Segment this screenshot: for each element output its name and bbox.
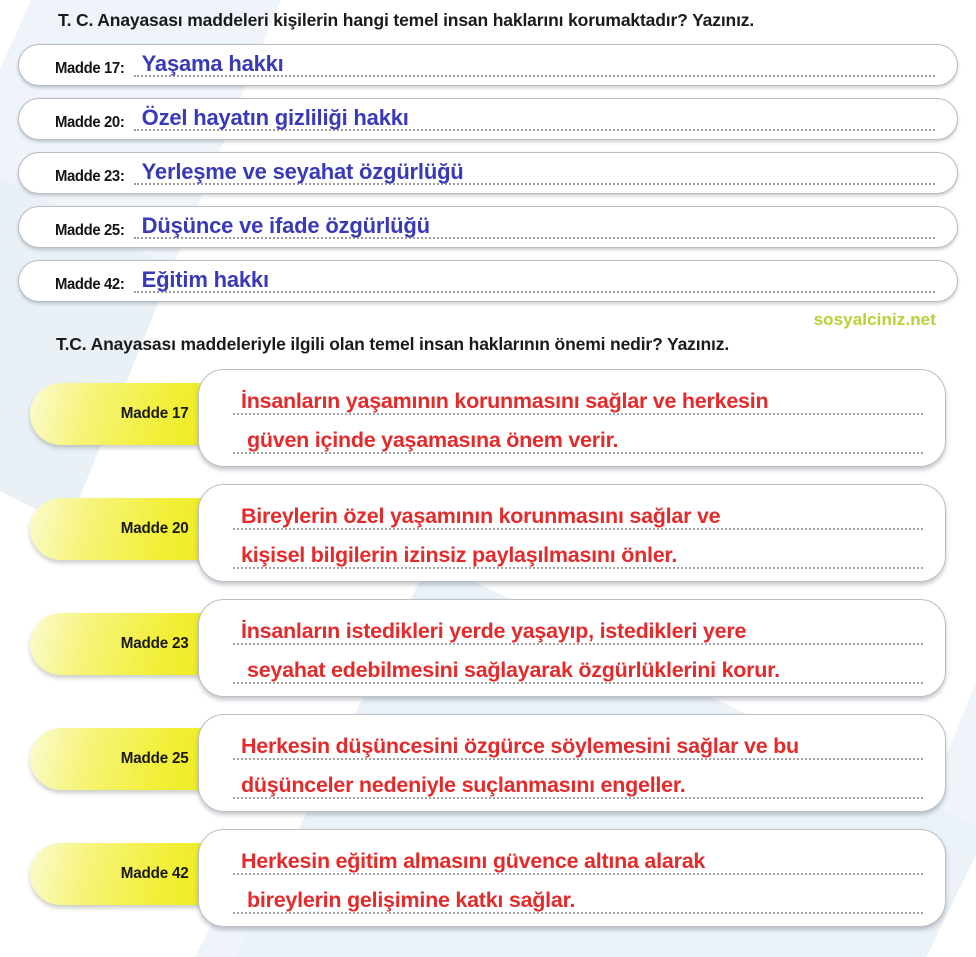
writing-line[interactable] [233, 418, 923, 457]
writing-line[interactable] [233, 878, 923, 917]
answer-card[interactable] [18, 599, 958, 697]
answer-row[interactable] [18, 44, 958, 86]
answer-row[interactable] [18, 98, 958, 140]
answer-text-line: İnsanların yaşamının korunmasını sağlar ve herkesin [241, 388, 769, 413]
answer-text: Yaşama hakkı [141, 51, 284, 76]
answer-text-line: Herkesin düşüncesini özgürce söylemesini sağlar ve bu [241, 733, 799, 758]
writing-line[interactable] [233, 494, 923, 533]
writing-line[interactable] [233, 379, 923, 418]
article-tab-label: Madde 42 [121, 865, 189, 882]
writing-line[interactable] [233, 724, 923, 763]
writing-line[interactable] [233, 648, 923, 687]
dotted-writing-line [233, 758, 923, 760]
article-tab-label: Madde 20 [121, 520, 189, 537]
question-one-text: T. C. Anayasası maddeleri kişilerin hangi temel insan haklarını korumaktadır? Yazınız. [58, 10, 755, 30]
dotted-writing-line [233, 643, 923, 645]
dotted-writing-line [233, 413, 923, 415]
dotted-writing-line [233, 682, 923, 684]
answer-row[interactable] [18, 260, 958, 302]
writing-line[interactable] [233, 609, 923, 648]
article-tab-label: Madde 23 [121, 635, 189, 652]
dotted-writing-line [233, 567, 923, 569]
writing-line[interactable] [233, 533, 923, 572]
article-label: Madde 23: [55, 168, 125, 185]
dotted-writing-line [233, 797, 923, 799]
article-label: Madde 17: [55, 60, 125, 77]
article-label: Madde 25: [55, 222, 125, 239]
answer-card-body[interactable] [198, 829, 946, 927]
answer-field[interactable] [134, 209, 935, 243]
writing-line[interactable] [233, 839, 923, 878]
answer-row[interactable] [18, 152, 958, 194]
answer-card[interactable] [18, 714, 958, 812]
answer-row[interactable] [18, 206, 958, 248]
answer-card-body[interactable] [198, 599, 946, 697]
answer-text-line: bireylerin gelişimine katkı sağlar. [247, 887, 576, 912]
answer-text-line: kişisel bilgilerin izinsiz paylaşılmasını önler. [241, 542, 678, 567]
article-tab-label: Madde 25 [121, 750, 189, 767]
section-one-answer-list [18, 44, 958, 302]
answer-card[interactable] [18, 369, 958, 467]
article-tab-label: Madde 17 [121, 405, 189, 422]
answer-card[interactable] [18, 829, 958, 927]
answer-text: Eğitim hakkı [141, 267, 269, 292]
dotted-writing-line [233, 873, 923, 875]
answer-text-line: güven içinde yaşamasına önem verir. [247, 427, 619, 452]
answer-field[interactable] [134, 47, 935, 81]
answer-field[interactable] [134, 263, 935, 297]
answer-text: Yerleşme ve seyahat özgürlüğü [141, 159, 464, 184]
answer-text: Düşünce ve ifade özgürlüğü [141, 213, 430, 238]
article-label: Madde 20: [55, 114, 125, 131]
answer-text-line: düşünceler nedeniyle suçlanmasını engeller. [241, 772, 686, 797]
answer-text-line: Bireylerin özel yaşamının korunmasını sağlar ve [241, 503, 721, 528]
dotted-writing-line [233, 912, 923, 914]
dotted-writing-line [233, 528, 923, 530]
answer-field[interactable] [134, 101, 935, 135]
dotted-writing-line [233, 452, 923, 454]
article-label: Madde 42: [55, 276, 125, 293]
answer-text-line: Herkesin eğitim almasını güvence altına alarak [241, 848, 706, 873]
answer-text: Özel hayatın gizliliği hakkı [141, 105, 409, 130]
answer-card-body[interactable] [198, 484, 946, 582]
answer-card-body[interactable] [198, 714, 946, 812]
question-two-text: T.C. Anayasası maddeleriyle ilgili olan temel insan haklarının önemi nedir? Yazınız. [56, 334, 730, 354]
site-watermark: sosyalciniz.net [813, 310, 936, 329]
answer-card[interactable] [18, 484, 958, 582]
answer-card-body[interactable] [198, 369, 946, 467]
answer-field[interactable] [134, 155, 935, 189]
answer-text-line: İnsanların istedikleri yerde yaşayıp, istedikleri yere [241, 618, 747, 643]
section-two-answer-list [18, 369, 958, 927]
answer-text-line: seyahat edebilmesini sağlayarak özgürlüklerini korur. [247, 657, 780, 682]
writing-line[interactable] [233, 763, 923, 802]
